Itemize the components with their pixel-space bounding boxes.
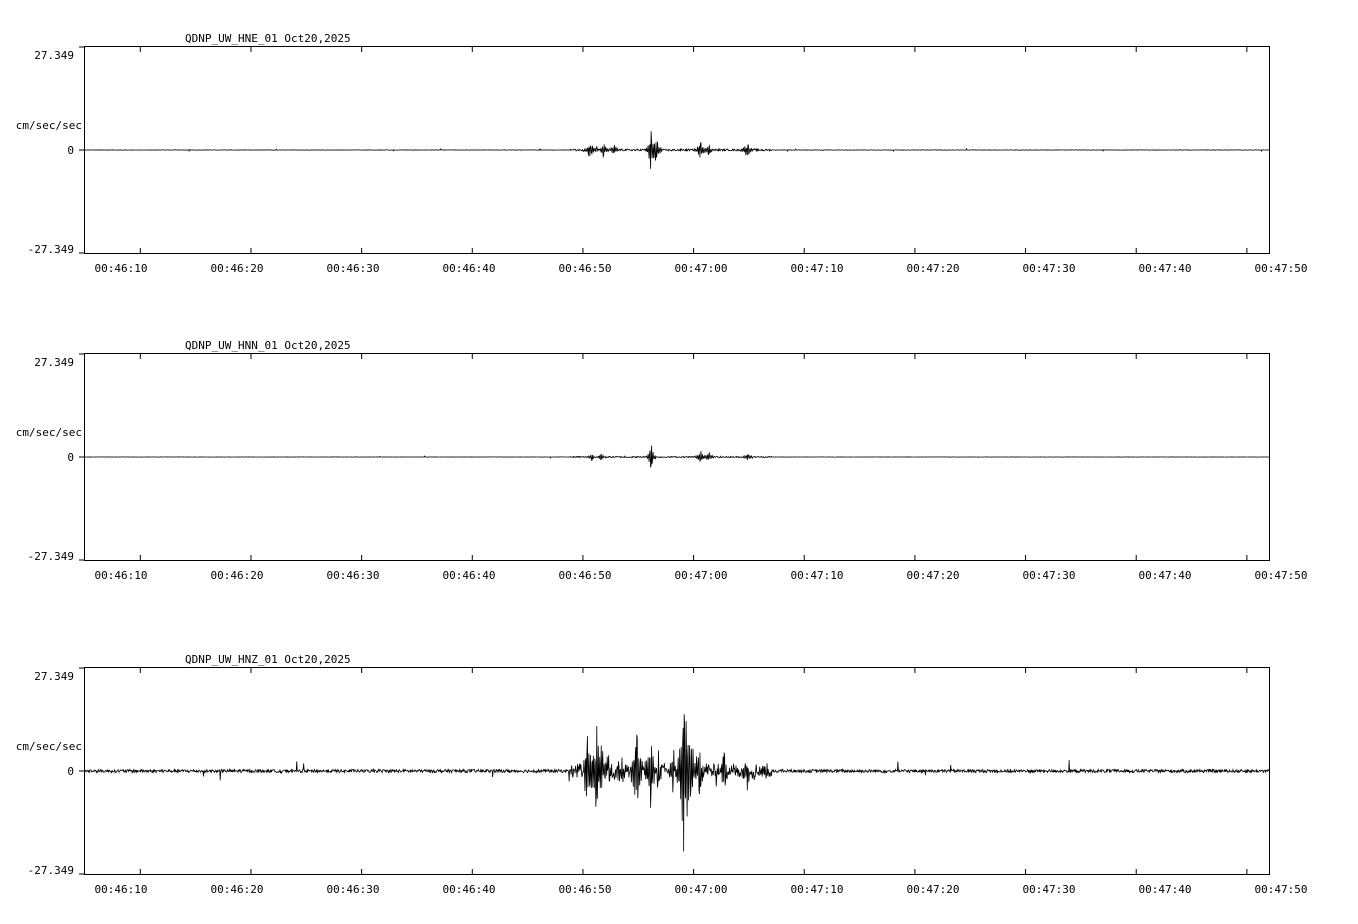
x-tick-label: 00:46:40 [442, 262, 496, 275]
x-tick-label: 00:46:30 [326, 883, 380, 896]
waveform-trace-hnn [0, 307, 1358, 607]
x-tick-label: 00:46:40 [442, 569, 496, 582]
x-tick-label: 00:47:20 [906, 569, 960, 582]
x-tick-label: 00:46:20 [210, 569, 264, 582]
x-tick-label: 00:47:50 [1254, 569, 1308, 582]
waveform-trace-hne [0, 0, 1358, 300]
x-tick-label: 00:47:50 [1254, 262, 1308, 275]
x-tick-label: 00:46:50 [558, 883, 612, 896]
x-tick-label: 00:47:00 [674, 262, 728, 275]
x-tick-label: 00:47:10 [790, 569, 844, 582]
y-axis-units-label-hnz: cm/sec/sec [15, 740, 82, 753]
y-axis-max-label-hne: 27.349 [34, 49, 74, 62]
x-tick-label: 00:46:50 [558, 262, 612, 275]
x-tick-label: 00:47:50 [1254, 883, 1308, 896]
x-tick-label: 00:47:10 [790, 262, 844, 275]
x-tick-label: 00:47:30 [1022, 569, 1076, 582]
panel-title-hne: QDNP_UW_HNE_01 Oct20,2025 [185, 32, 351, 45]
x-tick-label: 00:47:30 [1022, 883, 1076, 896]
x-tick-label: 00:47:40 [1138, 569, 1192, 582]
y-axis-min-label-hnn: -27.349 [27, 550, 74, 563]
y-axis-zero-label-hnn: 0 [67, 451, 74, 464]
panel-hnz [0, 614, 1358, 924]
x-tick-label: 00:47:40 [1138, 262, 1192, 275]
y-axis-max-label-hnz: 27.349 [34, 670, 74, 683]
panel-title-hnn: QDNP_UW_HNN_01 Oct20,2025 [185, 339, 351, 352]
x-tick-label: 00:47:20 [906, 883, 960, 896]
panel-hnn [0, 307, 1358, 607]
x-tick-label: 00:46:50 [558, 569, 612, 582]
y-axis-zero-label-hne: 0 [67, 144, 74, 157]
x-tick-label: 00:46:10 [94, 883, 148, 896]
x-tick-label: 00:47:00 [674, 569, 728, 582]
x-tick-label: 00:47:10 [790, 883, 844, 896]
y-axis-units-label-hnn: cm/sec/sec [15, 426, 82, 439]
y-axis-zero-label-hnz: 0 [67, 765, 74, 778]
y-axis-min-label-hnz: -27.349 [27, 864, 74, 877]
x-tick-label: 00:47:40 [1138, 883, 1192, 896]
x-tick-label: 00:46:30 [326, 569, 380, 582]
x-tick-label: 00:46:20 [210, 883, 264, 896]
y-axis-min-label-hne: -27.349 [27, 243, 74, 256]
x-tick-label: 00:47:30 [1022, 262, 1076, 275]
y-axis-units-label-hne: cm/sec/sec [15, 119, 82, 132]
panel-title-hnz: QDNP_UW_HNZ_01 Oct20,2025 [185, 653, 351, 666]
x-tick-label: 00:46:10 [94, 262, 148, 275]
x-tick-label: 00:47:20 [906, 262, 960, 275]
x-tick-label: 00:46:30 [326, 262, 380, 275]
x-tick-label: 00:46:40 [442, 883, 496, 896]
x-tick-label: 00:46:20 [210, 262, 264, 275]
x-tick-label: 00:46:10 [94, 569, 148, 582]
panel-hne [0, 0, 1358, 300]
x-tick-label: 00:47:00 [674, 883, 728, 896]
waveform-trace-hnz [0, 614, 1358, 924]
y-axis-max-label-hnn: 27.349 [34, 356, 74, 369]
